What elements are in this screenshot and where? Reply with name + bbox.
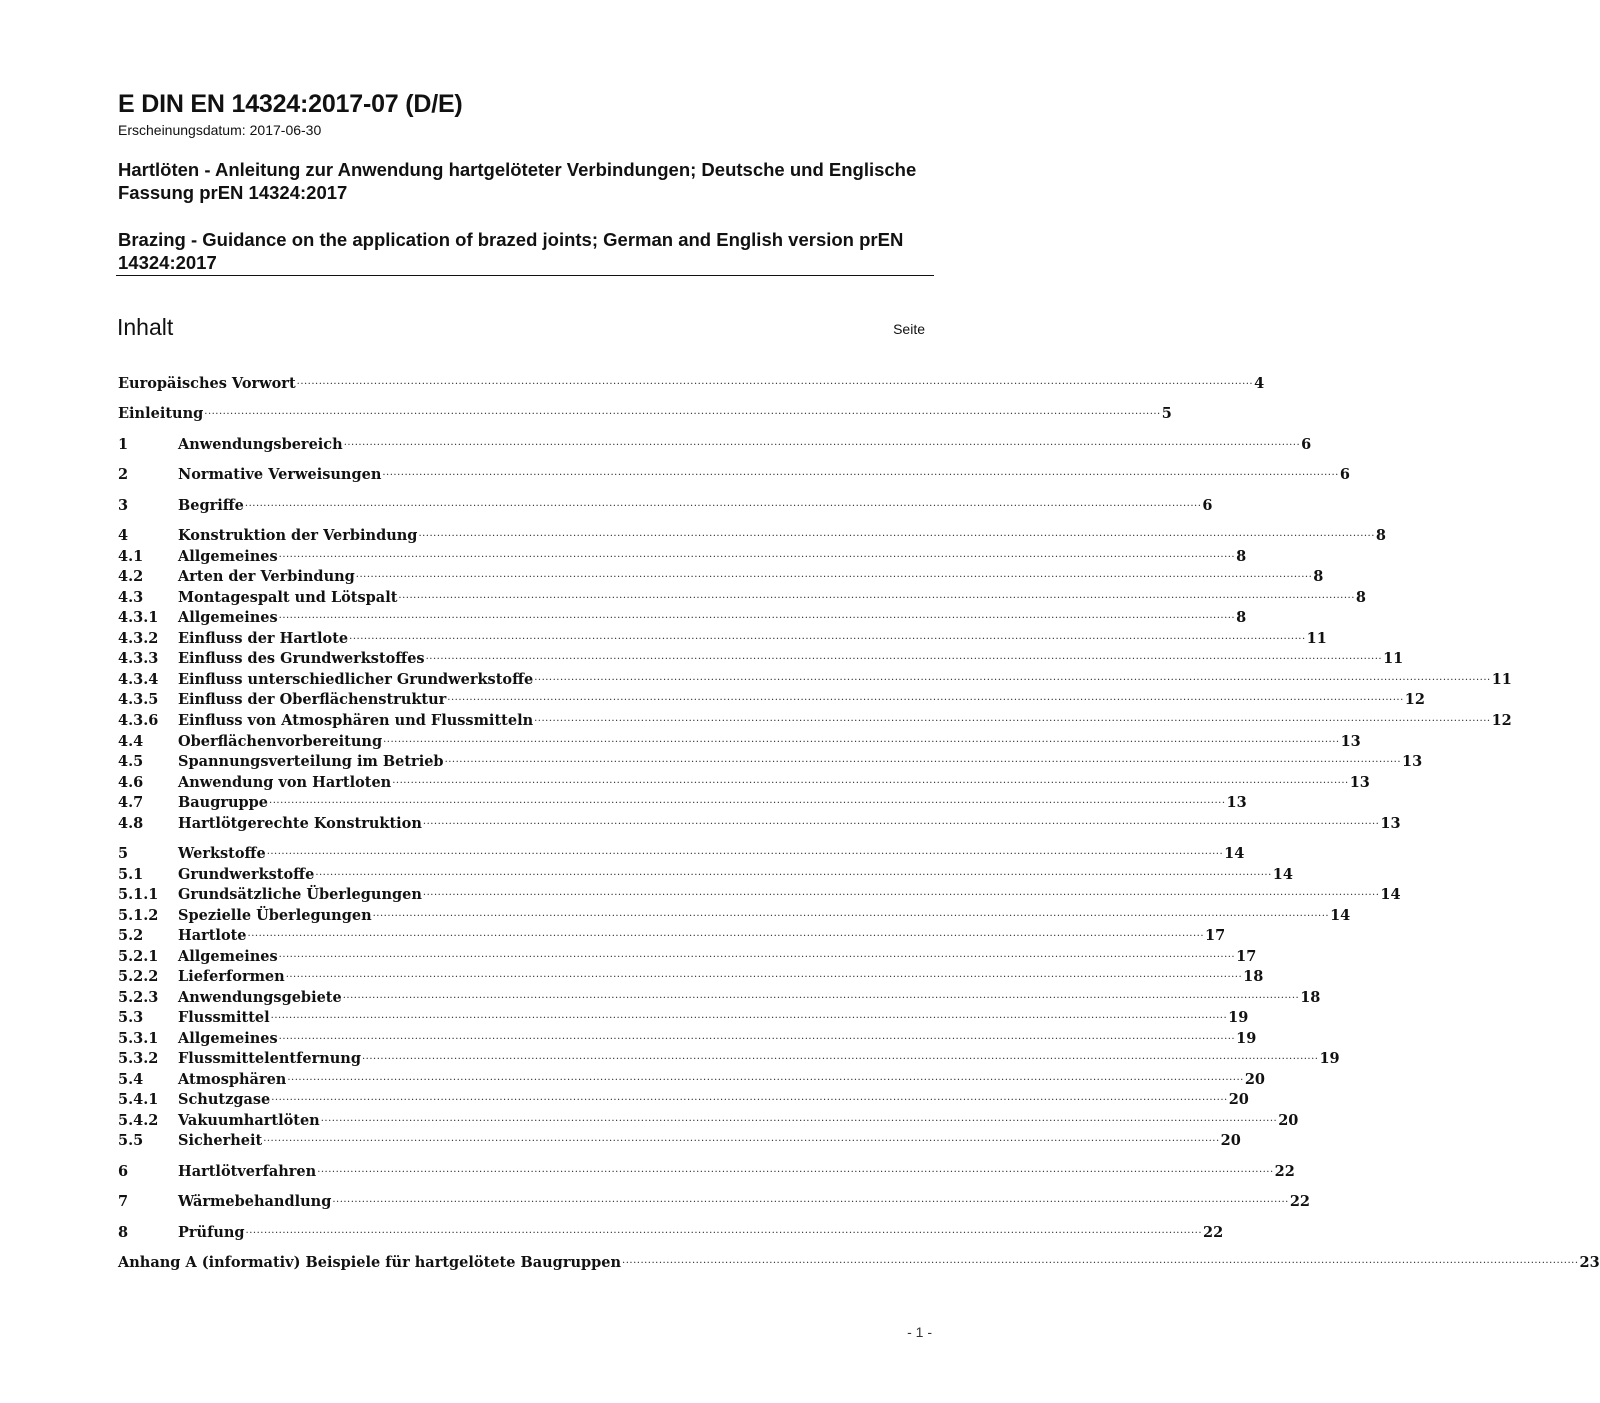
toc-entry[interactable] <box>118 965 1264 985</box>
toc-entry-number: 8 <box>118 1224 129 1241</box>
toc-entry-page: 13 <box>1402 753 1423 770</box>
toc-dot-leader: .................................................................................................................................................................................................................................................................... <box>245 1225 1203 1236</box>
toc-entry-page: 8 <box>1313 568 1324 585</box>
toc-dot-leader: .................................................................................................................................................................................................................................................................... <box>278 949 1236 960</box>
toc-entry-number: 5.4.2 <box>118 1112 159 1129</box>
toc-dot-leader: .................................................................................................................................................................................................................................................................... <box>332 1194 1289 1205</box>
toc-dot-leader: .................................................................................................................................................................................................................................................................... <box>271 1092 1228 1103</box>
toc-entry-title: Anwendungsgebiete <box>178 989 342 1006</box>
toc-entry-number: 2 <box>118 466 129 483</box>
toc-entry-page: 19 <box>1319 1050 1340 1067</box>
toc-entry-number: 5.5 <box>118 1132 144 1149</box>
toc-entry[interactable] <box>118 565 1324 585</box>
toc-dot-leader: .................................................................................................................................................................................................................................................................... <box>349 631 1306 642</box>
toc-entry-page: 14 <box>1380 886 1401 903</box>
toc-entry-page: 23 <box>1579 1254 1600 1271</box>
toc-entry-page: 18 <box>1300 989 1321 1006</box>
toc-entry-title: Anhang A (informativ) Beispiele für hartgelötete Baugruppen <box>118 1254 622 1271</box>
toc-dot-leader: .................................................................................................................................................................................................................................................................... <box>278 610 1236 621</box>
toc-entry-page: 8 <box>1236 609 1247 626</box>
toc-dot-leader: .................................................................................................................................................................................................................................................................... <box>362 1051 1319 1062</box>
title-english: Brazing - Guidance on the application of brazed joints; German and English version prEN 14324:2017 <box>118 229 904 273</box>
toc-dot-leader: .................................................................................................................................................................................................................................................................... <box>317 1164 1274 1175</box>
toc-entry-page: 12 <box>1491 712 1512 729</box>
toc-entry-title: Anwendung von Hartloten <box>178 774 392 791</box>
toc-entry[interactable] <box>118 606 1247 626</box>
toc-entry-number: 5.3 <box>118 1009 144 1026</box>
toc-entry-number: 5.3.2 <box>118 1050 159 1067</box>
page-number: - 1 - <box>907 1324 932 1340</box>
toc-entry-page: 11 <box>1383 650 1404 667</box>
toc-entry-page: 19 <box>1236 1030 1257 1047</box>
toc-entry-page: 5 <box>1161 405 1172 422</box>
toc-entry-number: 4.7 <box>118 794 144 811</box>
toc-entry-title: Schutzgase <box>178 1091 271 1108</box>
title-german: Hartlöten - Anleitung zur Anwendung hartgelöteter Verbindungen; Deutsche und Englische Fassung prEN 14324:2017 <box>118 159 917 203</box>
toc-entry-title: Allgemeines <box>178 1030 278 1047</box>
toc-entry-title: Sicherheit <box>178 1132 263 1149</box>
toc-entry-title: Begriffe <box>178 497 244 514</box>
toc-entry[interactable] <box>118 627 1327 647</box>
toc-entry-page: 11 <box>1306 630 1327 647</box>
toc-entry-title: Konstruktion der Verbindung <box>178 527 418 544</box>
toc-dot-leader: .................................................................................................................................................................................................................................................................... <box>447 692 1404 703</box>
toc-entry-page: 13 <box>1340 733 1361 750</box>
toc-dot-leader: .................................................................................................................................................................................................................................................................... <box>278 549 1236 560</box>
toc-entry[interactable] <box>118 433 1312 453</box>
toc-page-column-label: Seite <box>893 321 925 337</box>
toc-entry-page: 11 <box>1491 671 1512 688</box>
toc-dot-leader: .................................................................................................................................................................................................................................................................... <box>382 467 1339 478</box>
toc-entry[interactable] <box>118 904 1351 924</box>
toc-entry-number: 5.2.1 <box>118 948 159 965</box>
toc-entry-title: Grundwerkstoffe <box>178 866 315 883</box>
toc-entry-number: 3 <box>118 497 129 514</box>
toc-entry-number: 5 <box>118 845 129 862</box>
toc-entry-page: 6 <box>1301 436 1312 453</box>
toc-entry-title: Baugruppe <box>178 794 269 811</box>
toc-entry-title: Spannungsverteilung im Betrieb <box>178 753 444 770</box>
toc-entry-page: 18 <box>1243 968 1264 985</box>
toc-entry-page: 12 <box>1404 691 1425 708</box>
publication-date-value: 2017-06-30 <box>249 122 322 138</box>
toc-entry[interactable] <box>118 1109 1299 1129</box>
toc-entry[interactable] <box>118 1160 1295 1180</box>
toc-entry-title: Allgemeines <box>178 609 278 626</box>
toc-entry[interactable] <box>118 791 1247 811</box>
toc-entry-title: Einfluss unterschiedlicher Grundwerkstoffe <box>178 671 534 688</box>
toc-entry-page: 13 <box>1380 815 1401 832</box>
toc-entry-page: 17 <box>1236 948 1257 965</box>
toc-entry-title: Anwendungsbereich <box>178 436 343 453</box>
toc-entry-number: 4.4 <box>118 733 144 750</box>
toc-entry[interactable] <box>118 1088 1249 1108</box>
toc-entry-title: Atmosphären <box>178 1071 287 1088</box>
toc-entry[interactable] <box>118 883 1401 903</box>
toc-entry-title: Flussmittelentfernung <box>178 1050 361 1067</box>
toc-entry[interactable] <box>118 463 1350 483</box>
toc-dot-leader: .................................................................................................................................................................................................................................................................... <box>418 528 1375 539</box>
toc-entry[interactable] <box>118 730 1361 750</box>
toc-entry-title: Hartlötverfahren <box>178 1163 317 1180</box>
toc-entry-page: 20 <box>1220 1132 1241 1149</box>
toc-entry[interactable] <box>118 709 1512 729</box>
toc-entry-number: 4.3.3 <box>118 650 159 667</box>
toc-dot-leader: .................................................................................................................................................................................................................................................................... <box>296 376 1254 387</box>
toc-dot-leader: .................................................................................................................................................................................................................................................................... <box>534 672 1491 683</box>
toc-dot-leader: .................................................................................................................................................................................................................................................................... <box>622 1255 1579 1266</box>
toc-dot-leader: .................................................................................................................................................................................................................................................................... <box>422 887 1380 898</box>
toc-entry[interactable] <box>118 688 1425 708</box>
toc-entry-page: 17 <box>1205 927 1226 944</box>
toc-entry-page: 4 <box>1254 375 1265 392</box>
toc-dot-leader: .................................................................................................................................................................................................................................................................... <box>392 775 1349 786</box>
toc-dot-leader: .................................................................................................................................................................................................................................................................... <box>287 1072 1244 1083</box>
toc-entry-title: Einfluss des Grundwerkstoffes <box>178 650 425 667</box>
toc-entry-title: Normative Verweisungen <box>178 466 382 483</box>
toc-entry-title: Wärmebehandlung <box>178 1193 332 1210</box>
toc-entry-title: Arten der Verbindung <box>178 568 355 585</box>
toc-entry-number: 4.3.6 <box>118 712 159 729</box>
toc-entry[interactable] <box>118 372 1265 392</box>
toc-dot-leader: .................................................................................................................................................................................................................................................................... <box>534 713 1491 724</box>
toc-entry[interactable] <box>118 494 1213 514</box>
toc-entry-number: 4 <box>118 527 129 544</box>
toc-dot-leader: .................................................................................................................................................................................................................................................................... <box>383 734 1340 745</box>
toc-entry-title: Montagespalt und Lötspalt <box>178 589 398 606</box>
toc-dot-leader: .................................................................................................................................................................................................................................................................... <box>372 908 1330 919</box>
toc-entry-number: 5.2.2 <box>118 968 159 985</box>
toc-entry[interactable] <box>118 1251 1600 1271</box>
toc-entry[interactable] <box>118 812 1401 832</box>
toc-dot-leader: .................................................................................................................................................................................................................................................................... <box>444 754 1402 765</box>
toc-dot-leader: .................................................................................................................................................................................................................................................................... <box>269 795 1226 806</box>
toc-dot-leader: .................................................................................................................................................................................................................................................................... <box>270 1010 1228 1021</box>
toc-entry-number: 6 <box>118 1163 129 1180</box>
toc-entry-number: 5.4.1 <box>118 1091 159 1108</box>
toc-entry-title: Werkstoffe <box>178 845 266 862</box>
toc-entry-page: 19 <box>1228 1009 1249 1026</box>
toc-entry-page: 14 <box>1272 866 1293 883</box>
toc-heading: Inhalt <box>117 314 174 340</box>
toc-entry-number: 5.2.3 <box>118 989 159 1006</box>
toc-entry-number: 1 <box>118 436 129 453</box>
toc-entry-title: Flussmittel <box>178 1009 270 1026</box>
toc-entry[interactable] <box>118 647 1404 667</box>
toc-entry-title: Prüfung <box>178 1224 245 1241</box>
toc-entry-page: 8 <box>1236 548 1247 565</box>
toc-entry-title: Oberflächenvorbereitung <box>178 733 383 750</box>
toc-entry-page: 6 <box>1202 497 1213 514</box>
toc-entry-title: Vakuumhartlöten <box>178 1112 320 1129</box>
toc-entry-number: 5.1 <box>118 866 144 883</box>
toc-entry[interactable] <box>118 524 1387 544</box>
toc-entry-number: 4.2 <box>118 568 144 585</box>
publication-date <box>118 122 325 138</box>
toc-entry[interactable] <box>118 945 1257 965</box>
toc-entry-number: 4.3.5 <box>118 691 159 708</box>
toc-entry[interactable] <box>118 1221 1224 1241</box>
toc-dot-leader: .................................................................................................................................................................................................................................................................... <box>342 990 1300 1001</box>
toc-entry[interactable] <box>118 771 1370 791</box>
toc-entry-title: Einleitung <box>118 405 204 422</box>
toc-entry[interactable] <box>118 402 1172 422</box>
toc-entry-page: 8 <box>1355 589 1366 606</box>
toc-dot-leader: .................................................................................................................................................................................................................................................................... <box>204 406 1161 417</box>
toc-dot-leader: .................................................................................................................................................................................................................................................................... <box>422 816 1380 827</box>
toc-dot-leader: .................................................................................................................................................................................................................................................................... <box>278 1031 1236 1042</box>
toc-entry[interactable] <box>118 1006 1249 1026</box>
toc-entry[interactable] <box>118 1068 1266 1088</box>
toc-entry[interactable] <box>118 842 1245 862</box>
toc-entry-title: Grundsätzliche Überlegungen <box>178 886 422 903</box>
toc-entry[interactable] <box>118 668 1512 688</box>
toc-entry-title: Spezielle Überlegungen <box>178 907 372 924</box>
toc-entry-title: Allgemeines <box>178 948 278 965</box>
toc-entry-title: Allgemeines <box>178 548 278 565</box>
header-divider <box>116 275 934 276</box>
toc-entry-title: Europäisches Vorwort <box>118 375 296 392</box>
toc-entry-page: 13 <box>1226 794 1247 811</box>
toc-dot-leader: .................................................................................................................................................................................................................................................................... <box>355 569 1313 580</box>
toc-entry-number: 5.2 <box>118 927 144 944</box>
toc-entry-number: 5.1.1 <box>118 886 159 903</box>
toc-entry-title: Lieferformen <box>178 968 285 985</box>
toc-entry-page: 6 <box>1339 466 1350 483</box>
toc-entry[interactable] <box>118 1129 1241 1149</box>
toc-entry-page: 13 <box>1349 774 1370 791</box>
toc-dot-leader: .................................................................................................................................................................................................................................................................... <box>315 867 1272 878</box>
toc-entry[interactable] <box>118 1047 1340 1067</box>
toc-entry-title: Einfluss der Oberflächenstruktur <box>178 691 447 708</box>
toc-entry-number: 4.3 <box>118 589 144 606</box>
toc-dot-leader: .................................................................................................................................................................................................................................................................... <box>266 846 1224 857</box>
toc-entry-page: 22 <box>1203 1224 1224 1241</box>
toc-entry[interactable] <box>118 863 1293 883</box>
toc-entry-title: Einfluss von Atmosphären und Flussmitteln <box>178 712 534 729</box>
toc-dot-leader: .................................................................................................................................................................................................................................................................... <box>425 651 1383 662</box>
toc-dot-leader: .................................................................................................................................................................................................................................................................... <box>244 498 1202 509</box>
toc-dot-leader: .................................................................................................................................................................................................................................................................... <box>247 928 1205 939</box>
toc-entry-page: 20 <box>1278 1112 1299 1129</box>
toc-entry[interactable] <box>118 986 1321 1006</box>
toc-entry[interactable] <box>118 1190 1310 1210</box>
toc-entry-number: 4.8 <box>118 815 144 832</box>
toc-dot-leader: .................................................................................................................................................................................................................................................................... <box>398 590 1355 601</box>
toc-entry-page: 20 <box>1244 1071 1266 1088</box>
toc-entry-title: Hartlote <box>178 927 247 944</box>
toc-entry[interactable] <box>118 586 1366 606</box>
toc-dot-leader: .................................................................................................................................................................................................................................................................... <box>263 1133 1220 1144</box>
toc-entry-page: 22 <box>1289 1193 1310 1210</box>
toc-entry-number: 5.4 <box>118 1071 144 1088</box>
toc-entry-number: 4.5 <box>118 753 144 770</box>
toc-entry-number: 4.3.1 <box>118 609 159 626</box>
toc-entry-page: 22 <box>1274 1163 1295 1180</box>
toc-entry-number: 5.1.2 <box>118 907 159 924</box>
toc-entry-title: Einfluss der Hartlote <box>178 630 349 647</box>
toc-entry[interactable] <box>118 545 1247 565</box>
toc-entry-number: 4.3.4 <box>118 671 159 688</box>
toc-entry[interactable] <box>118 750 1423 770</box>
publication-date-label: Erscheinungsdatum: <box>118 122 246 138</box>
toc-entry-number: 7 <box>118 1193 129 1210</box>
toc-entry-title: Hartlötgerechte Konstruktion <box>178 815 422 832</box>
toc-dot-leader: .................................................................................................................................................................................................................................................................... <box>343 437 1301 448</box>
toc-entry[interactable] <box>118 1027 1257 1047</box>
document-id: E DIN EN 14324:2017-07 (D/E) <box>118 90 463 118</box>
toc-entry-page: 8 <box>1375 527 1387 544</box>
toc-dot-leader: .................................................................................................................................................................................................................................................................... <box>320 1113 1278 1124</box>
toc-entry-number: 4.3.2 <box>118 630 159 647</box>
toc-dot-leader: .................................................................................................................................................................................................................................................................... <box>285 969 1243 980</box>
toc-entry-page: 14 <box>1330 907 1351 924</box>
toc-entry-number: 4.6 <box>118 774 144 791</box>
toc-entry-page: 20 <box>1228 1091 1249 1108</box>
toc-entry-number: 5.3.1 <box>118 1030 159 1047</box>
toc-entry-page: 14 <box>1224 845 1245 862</box>
toc-entry[interactable] <box>118 924 1226 944</box>
toc-entry-number: 4.1 <box>118 548 144 565</box>
